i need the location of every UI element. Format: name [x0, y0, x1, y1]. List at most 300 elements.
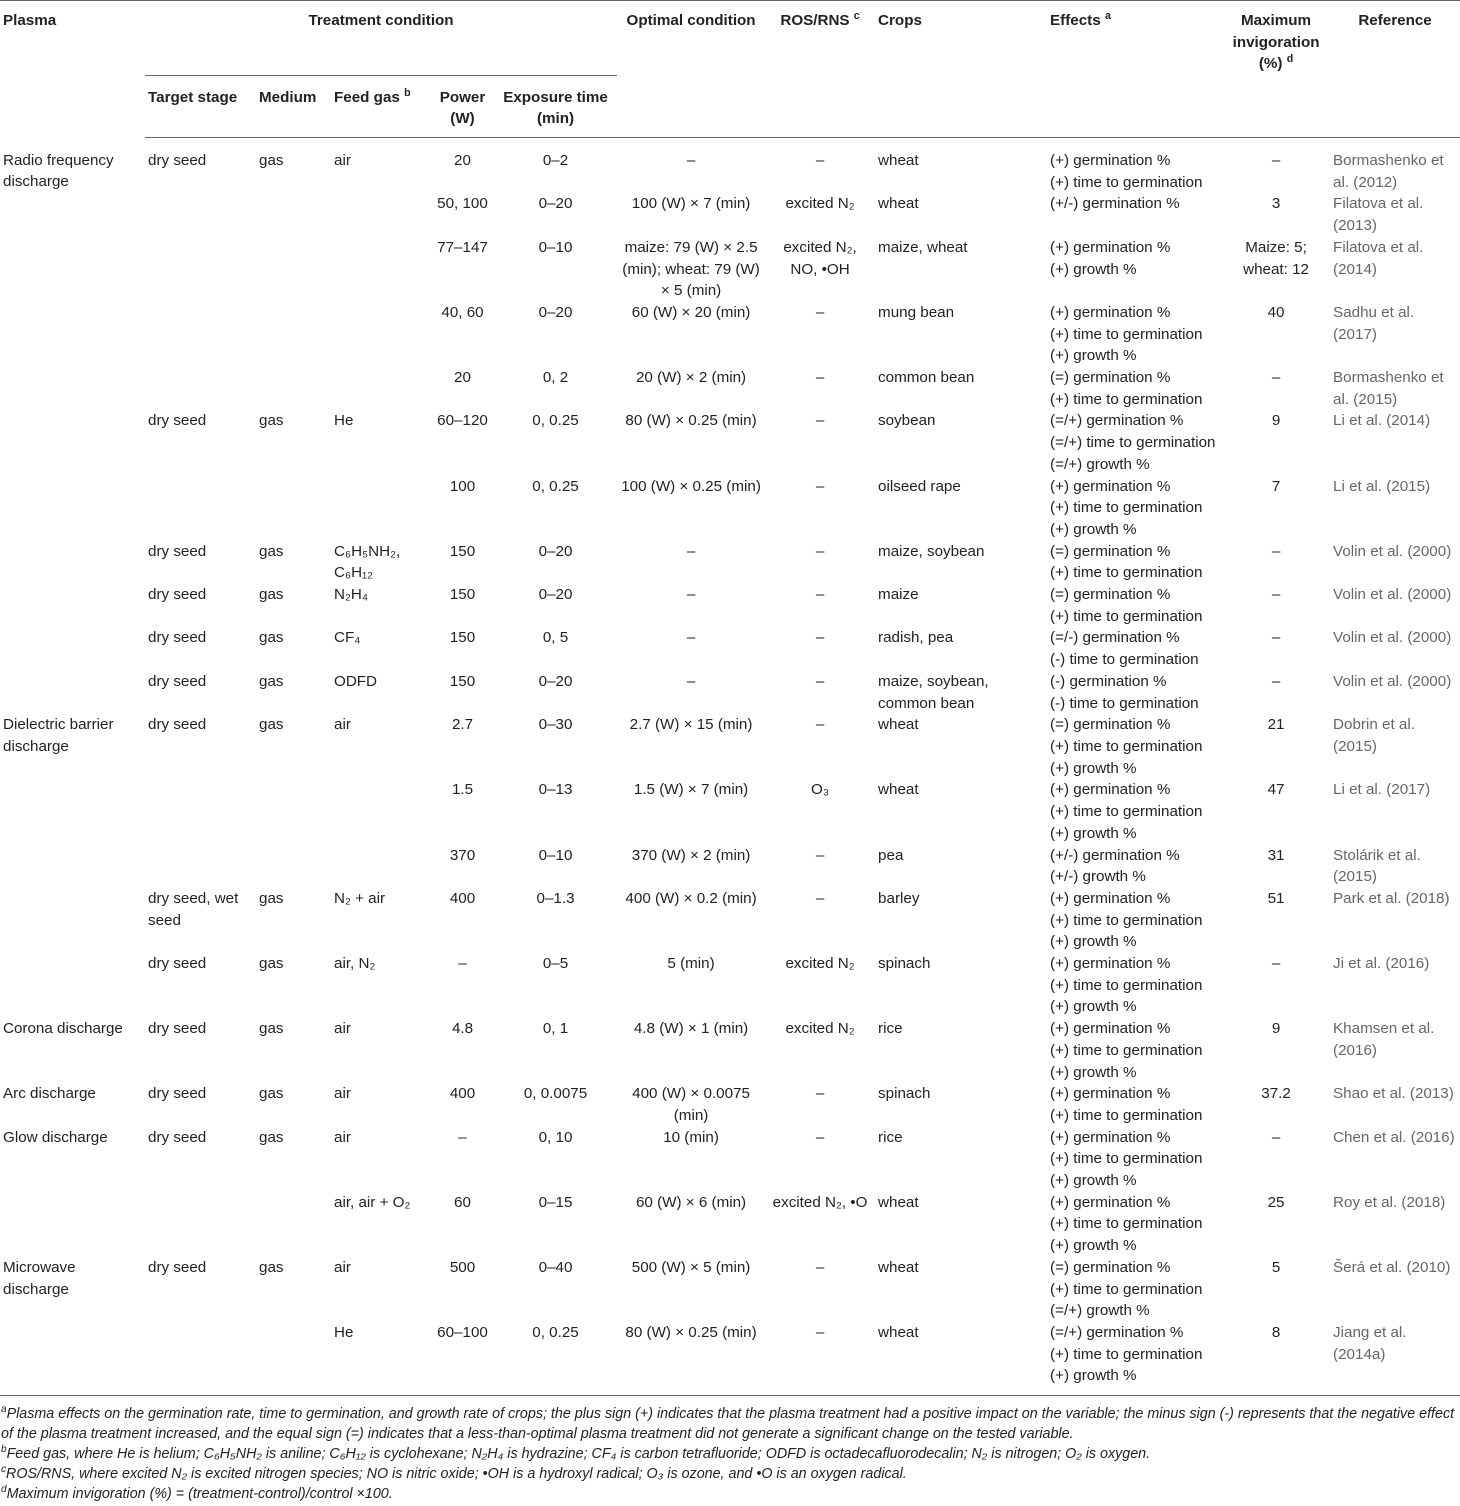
cell-effects	[1047, 1322, 1222, 1396]
effect-line: (+) germination %	[1050, 955, 1171, 973]
cell-power: 400	[449, 889, 476, 907]
cell-exposure-time: 0–20	[538, 303, 573, 321]
cell-feed-gas: ODFD	[334, 672, 378, 690]
cell-power: 150	[449, 586, 476, 604]
cell-target-stage: dry seed	[148, 412, 207, 430]
cell-optimal-condition: 400 (W) × 0.2 (min)	[625, 889, 757, 907]
cell-exposure-time: 0–10	[538, 238, 573, 256]
cell-feed-gas: air, air + O₂	[334, 1193, 411, 1211]
cell-exposure-time: 0, 0.25	[532, 477, 579, 495]
cell-max-invigoration: 8	[1222, 1322, 1330, 1396]
cell-target-stage: dry seed	[148, 1085, 207, 1103]
cell-ros-rns: excited N₂, NO, •OH	[783, 238, 857, 278]
cell-optimal-condition: –	[686, 542, 696, 560]
cell-power: 500	[449, 1258, 476, 1276]
header-treatment-condition: Treatment condition	[145, 1, 617, 76]
cell-exposure-time: 0–5	[542, 955, 569, 973]
cell-optimal-condition: –	[686, 152, 696, 170]
cell-ros-rns: –	[815, 1258, 825, 1276]
cell-ros-rns: –	[815, 152, 825, 170]
cell-effects	[1047, 476, 1222, 541]
cell-crops: wheat	[878, 781, 919, 799]
cell-medium: gas	[259, 1258, 284, 1276]
cell-feed-gas: air	[334, 716, 351, 734]
cell-optimal-condition: 1.5 (W) × 7 (min)	[633, 781, 749, 799]
footnote-d: $^d$Maximum invigoration (%) = (treatment-control)/control ×100.	[1, 1484, 393, 1503]
effect-line: (+) germination %	[1050, 1020, 1171, 1038]
cell-medium	[256, 1322, 331, 1396]
cell-max-invigoration: –	[1271, 586, 1281, 604]
cell-power: 20	[454, 369, 471, 387]
cell-feed-gas	[331, 302, 431, 367]
effect-line: (+) growth %	[1050, 1172, 1137, 1190]
cell-reference: Roy et al. (2018)	[1333, 1193, 1446, 1211]
cell-effects	[1047, 193, 1222, 236]
effect-line: (+) germination %	[1050, 238, 1171, 256]
cell-max-invigoration: –	[1271, 369, 1281, 387]
cell-crops: spinach	[878, 1085, 931, 1103]
cell-target-stage: dry seed	[148, 586, 207, 604]
effect-line: (+) growth %	[1050, 998, 1137, 1016]
cell-effects	[1047, 302, 1222, 367]
cell-power: 100	[449, 477, 476, 495]
cell-optimal-condition: 80 (W) × 0.25 (min)	[617, 1322, 765, 1396]
cell-max-invigoration: 25	[1267, 1193, 1285, 1211]
cell-plasma	[0, 627, 145, 670]
cell-effects	[1047, 845, 1222, 888]
cell-crops: maize, soybean, common bean	[878, 672, 989, 712]
cell-medium: gas	[259, 412, 284, 430]
cell-reference: Dobrin et al. (2015)	[1333, 716, 1415, 755]
effect-line: (=/-) germination %	[1050, 629, 1180, 647]
cell-crops: common bean	[878, 369, 975, 387]
cell-plasma	[0, 779, 145, 844]
effect-line: (+) time to germination	[1050, 499, 1203, 517]
cell-ros-rns: –	[815, 477, 825, 495]
cell-power: 60–120	[437, 412, 488, 430]
table-row	[0, 845, 1460, 888]
cell-ros-rns: excited N₂, •O	[772, 1193, 868, 1211]
cell-target-stage: dry seed	[148, 672, 207, 690]
header-target-stage: Target stage	[145, 75, 256, 137]
cell-medium: gas	[259, 955, 284, 973]
table-row	[0, 1018, 1460, 1083]
cell-ros-rns: –	[815, 716, 825, 734]
cell-exposure-time: 0–30	[538, 716, 573, 734]
cell-medium: gas	[259, 1128, 284, 1146]
table-row	[0, 714, 1460, 779]
cell-plasma	[0, 1192, 145, 1257]
cell-plasma: Radio frequency discharge	[3, 151, 114, 191]
cell-max-invigoration: 37.2	[1261, 1085, 1291, 1103]
cell-max-invigoration: –	[1271, 152, 1281, 170]
cell-ros-rns: –	[815, 889, 825, 907]
header-feed-gas: Feed gas $^b$	[331, 75, 431, 137]
cell-exposure-time: 0, 10	[538, 1128, 573, 1146]
cell-target-stage: dry seed	[148, 1020, 207, 1038]
cell-crops: rice	[878, 1128, 903, 1146]
cell-effects	[1047, 953, 1222, 1018]
effect-line: (+) growth %	[1050, 759, 1137, 777]
cell-plasma	[0, 845, 145, 888]
cell-max-invigoration: 7	[1271, 477, 1281, 495]
cell-ros-rns: excited N₂	[785, 955, 855, 973]
cell-medium: gas	[259, 542, 284, 560]
table-row	[0, 584, 1460, 627]
effect-line: (=) germination %	[1050, 1258, 1171, 1276]
effect-line: (+) germination %	[1050, 1128, 1171, 1146]
cell-max-invigoration: 5	[1271, 1258, 1281, 1276]
cell-plasma	[0, 953, 145, 1018]
cell-crops: wheat	[878, 152, 919, 170]
effect-line: (-) germination %	[1050, 672, 1167, 690]
effect-line: (+) growth %	[1050, 520, 1137, 538]
cell-effects	[1047, 584, 1222, 627]
cell-optimal-condition: 4.8 (W) × 1 (min)	[633, 1020, 749, 1038]
cell-target-stage	[145, 1322, 256, 1396]
effect-line: (=/+) growth %	[1050, 455, 1150, 473]
cell-ros-rns: –	[815, 846, 825, 864]
cell-feed-gas: air	[334, 1258, 351, 1276]
cell-max-invigoration: 9	[1271, 412, 1281, 430]
cell-max-invigoration: 31	[1267, 846, 1285, 864]
effect-line: (+) time to germination	[1050, 911, 1203, 929]
cell-target-stage	[145, 779, 256, 844]
cell-max-invigoration: 3	[1271, 195, 1281, 213]
effect-line: (+) time to germination	[1050, 1106, 1203, 1124]
cell-reference: Li et al. (2014)	[1333, 412, 1431, 430]
cell-exposure-time: 0–20	[538, 195, 573, 213]
table-row	[0, 302, 1460, 367]
cell-feed-gas: air	[334, 152, 351, 170]
cell-effects	[1047, 237, 1222, 302]
effect-line: (-) time to germination	[1050, 651, 1199, 669]
cell-effects	[1047, 1257, 1222, 1322]
effect-line: (=) germination %	[1050, 716, 1171, 734]
cell-effects	[1047, 367, 1222, 410]
cell-effects	[1047, 1083, 1222, 1126]
effect-line: (+) growth %	[1050, 824, 1137, 842]
cell-max-invigoration: 51	[1267, 889, 1285, 907]
cell-reference: Bormashenko et al. (2015)	[1333, 369, 1444, 408]
cell-medium	[256, 237, 331, 302]
effect-line: (+) germination %	[1050, 152, 1171, 170]
header-max-invigoration: Maximum invigoration (%) $^d$	[1222, 1, 1330, 76]
cell-power: 370	[449, 846, 476, 864]
cell-power: 400	[449, 1085, 476, 1103]
effect-line: (+) time to germination	[1050, 738, 1203, 755]
cell-target-stage: dry seed	[148, 716, 207, 734]
cell-reference: Jiang et al. (2014a)	[1330, 1322, 1460, 1396]
cell-reference: Shao et al. (2013)	[1333, 1085, 1454, 1103]
effect-line: (=) germination %	[1050, 586, 1171, 604]
cell-optimal-condition: 80 (W) × 0.25 (min)	[625, 412, 757, 430]
cell-optimal-condition: –	[686, 629, 696, 647]
table-row	[0, 953, 1460, 1018]
header-reference: Reference	[1330, 1, 1460, 76]
cell-crops: rice	[878, 1020, 903, 1038]
cell-exposure-time: 0, 5	[542, 629, 569, 647]
cell-reference: Sadhu et al. (2017)	[1333, 303, 1415, 343]
cell-reference: Filatova et al. (2013)	[1333, 195, 1424, 235]
cell-optimal-condition: 370 (W) × 2 (min)	[631, 846, 751, 864]
cell-effects	[1047, 541, 1222, 584]
cell-reference: Volin et al. (2000)	[1333, 629, 1452, 647]
cell-optimal-condition: 60 (W) × 20 (min)	[631, 303, 751, 321]
cell-feed-gas	[331, 237, 431, 302]
effect-line: (+) time to germination	[1050, 1150, 1203, 1168]
cell-reference: Ji et al. (2016)	[1333, 955, 1430, 973]
effect-line: (+/-) germination %	[1050, 846, 1180, 864]
cell-plasma: Corona discharge	[3, 1020, 123, 1038]
cell-ros-rns: –	[815, 1085, 825, 1103]
cell-crops: mung bean	[878, 303, 955, 321]
effect-line: (+) germination %	[1050, 889, 1171, 907]
effect-line: (+) time to germination	[1050, 607, 1203, 625]
cell-plasma	[0, 476, 145, 541]
cell-ros-rns: O₃	[811, 781, 830, 799]
cell-reference: Park et al. (2018)	[1333, 889, 1450, 907]
cell-crops: wheat	[878, 195, 919, 213]
cell-medium	[256, 476, 331, 541]
cell-power: 2.7	[451, 716, 474, 734]
cell-optimal-condition: 400 (W) × 0.0075 (min)	[632, 1085, 750, 1124]
cell-power: 20	[454, 152, 471, 170]
cell-feed-gas: air	[334, 1020, 351, 1038]
cell-exposure-time: 0–15	[538, 1193, 573, 1211]
cell-crops: maize, soybean	[878, 542, 985, 560]
cell-plasma	[0, 302, 145, 367]
cell-medium: gas	[259, 1020, 284, 1038]
effect-line: (-) time to germination	[1050, 694, 1199, 712]
cell-power: 4.8	[451, 1020, 474, 1038]
cell-target-stage	[145, 845, 256, 888]
cell-power: 60–100	[431, 1322, 494, 1396]
cell-power: 1.5	[451, 781, 474, 799]
cell-feed-gas	[331, 779, 431, 844]
effect-line: (+) time to germination	[1050, 803, 1203, 821]
cell-effects	[1047, 1018, 1222, 1083]
cell-crops: radish, pea	[878, 629, 954, 647]
cell-target-stage	[145, 367, 256, 410]
header-exposure-time: Exposure time (min)	[494, 75, 617, 137]
cell-medium	[256, 193, 331, 236]
cell-target-stage	[145, 476, 256, 541]
cell-medium: gas	[259, 889, 284, 907]
table-row	[0, 779, 1460, 844]
cell-ros-rns: –	[815, 369, 825, 387]
cell-medium	[256, 779, 331, 844]
cell-plasma	[0, 410, 145, 475]
cell-reference: Volin et al. (2000)	[1333, 586, 1452, 604]
cell-effects	[1047, 138, 1222, 194]
cell-ros-rns: –	[815, 1128, 825, 1146]
effect-line: (+) growth %	[1050, 933, 1137, 951]
cell-power: 50, 100	[437, 195, 488, 213]
cell-ros-rns: –	[765, 1322, 875, 1396]
cell-power: 77–147	[437, 238, 488, 256]
cell-exposure-time: 0–2	[542, 152, 569, 170]
cell-feed-gas	[331, 367, 431, 410]
cell-reference: Bormashenko et al. (2012)	[1333, 152, 1444, 191]
cell-crops: oilseed rape	[878, 477, 961, 495]
effect-line: (+) time to germination	[1050, 1215, 1203, 1233]
table-row	[0, 627, 1460, 670]
cell-target-stage: dry seed	[148, 1258, 207, 1276]
cell-optimal-condition: 20 (W) × 2 (min)	[635, 369, 747, 387]
cell-plasma	[0, 888, 145, 953]
footnotes	[0, 1396, 1460, 1504]
cell-ros-rns: excited N₂	[785, 1020, 855, 1038]
cell-plasma: Glow discharge	[3, 1128, 108, 1146]
cell-reference: Li et al. (2015)	[1333, 477, 1431, 495]
cell-ros-rns: –	[815, 672, 825, 690]
cell-target-stage: dry seed	[148, 152, 207, 170]
cell-plasma	[0, 1322, 145, 1396]
effect-line: (+) time to germination	[1050, 1280, 1203, 1298]
cell-feed-gas: air, N₂	[334, 955, 376, 973]
cell-crops: soybean	[878, 412, 936, 430]
effect-line: (=/+) time to germination	[1050, 434, 1216, 452]
effect-line: (+) time to germination	[1050, 1345, 1203, 1363]
cell-plasma	[0, 193, 145, 236]
cell-reference: Khamsen et al. (2016)	[1333, 1020, 1435, 1059]
cell-target-stage	[145, 302, 256, 367]
cell-reference: Šerá et al. (2010)	[1333, 1258, 1451, 1276]
effect-line: (=/+) growth %	[1050, 1302, 1150, 1320]
cell-exposure-time: 0, 1	[542, 1020, 569, 1038]
cell-crops: pea	[878, 846, 904, 864]
cell-medium	[256, 302, 331, 367]
table-row	[0, 367, 1460, 410]
cell-medium: gas	[259, 629, 284, 647]
cell-feed-gas	[331, 476, 431, 541]
cell-crops: wheat	[878, 716, 919, 734]
cell-optimal-condition: 500 (W) × 5 (min)	[631, 1258, 751, 1276]
cell-medium: gas	[259, 716, 284, 734]
cell-power: –	[458, 955, 467, 973]
effect-line: (+) germination %	[1050, 1193, 1171, 1211]
table-row	[0, 138, 1460, 194]
cell-optimal-condition: –	[686, 672, 696, 690]
cell-max-invigoration: –	[1271, 629, 1281, 647]
cell-exposure-time: 0–10	[538, 846, 573, 864]
cell-feed-gas: air	[334, 1128, 351, 1146]
cell-exposure-time: 0–20	[538, 542, 573, 560]
cell-medium	[256, 845, 331, 888]
effect-line: (=) germination %	[1050, 542, 1171, 560]
footnote-c: $^c$ROS/RNS, where excited N₂ is excited nitrogen species; NO is nitric oxide; •OH is a hydroxyl radical; O₃ is ozone, and •O is an oxygen radical.	[1, 1464, 907, 1483]
cell-max-invigoration: –	[1271, 672, 1281, 690]
cell-ros-rns: –	[815, 303, 825, 321]
cell-exposure-time: 0, 0.25	[494, 1322, 617, 1396]
cell-optimal-condition: 60 (W) × 6 (min)	[635, 1193, 747, 1211]
cell-exposure-time: 0–13	[538, 781, 573, 799]
cell-feed-gas: CF₄	[334, 629, 361, 647]
cell-reference: Li et al. (2017)	[1333, 781, 1431, 799]
table-row	[0, 671, 1460, 714]
cell-feed-gas: He	[331, 1322, 431, 1396]
cell-exposure-time: 0, 0.25	[532, 412, 579, 430]
table-row	[0, 1322, 1460, 1396]
cell-plasma: Microwave discharge	[3, 1258, 76, 1298]
cell-medium: gas	[259, 586, 284, 604]
cell-ros-rns: –	[815, 542, 825, 560]
cell-power: 150	[449, 542, 476, 560]
effect-line: (+) germination %	[1050, 1085, 1171, 1103]
header-medium: Medium	[256, 75, 331, 137]
cell-power: 60	[454, 1193, 471, 1211]
cell-power: 150	[449, 629, 476, 647]
cell-plasma	[0, 584, 145, 627]
cell-optimal-condition: 5 (min)	[667, 955, 715, 973]
table-body	[0, 138, 1460, 1396]
cell-plasma	[0, 541, 145, 584]
cell-max-invigoration: –	[1271, 542, 1281, 560]
cell-optimal-condition: –	[686, 586, 696, 604]
cell-power: 150	[449, 672, 476, 690]
cell-effects	[1047, 1192, 1222, 1257]
cell-medium	[256, 367, 331, 410]
table-row	[0, 1192, 1460, 1257]
footnote-b: $^b$Feed gas, where He is helium; C₆H₅NH₂ is aniline; C₆H₁₂ is cyclohexane; N₂H₄ is hydrazine; CF₄ is carbon tetrafluoride; ODFD is octadecafluorodecalin; N₂ is nitrogen; O₂ is oxygen.	[1, 1444, 1151, 1463]
cell-feed-gas: C₆H₅NH₂, C₆H₁₂	[334, 542, 401, 582]
table-row	[0, 193, 1460, 236]
effect-line: (+) germination %	[1050, 781, 1171, 799]
cell-target-stage: dry seed	[148, 542, 207, 560]
cell-effects	[1047, 888, 1222, 953]
cell-target-stage	[145, 193, 256, 236]
effect-line: (+/-) germination %	[1050, 195, 1180, 213]
cell-reference: Volin et al. (2000)	[1333, 672, 1452, 690]
cell-power: 40, 60	[441, 303, 484, 321]
cell-max-invigoration: 9	[1271, 1020, 1281, 1038]
cell-medium: gas	[259, 1085, 284, 1103]
cell-effects	[1047, 627, 1222, 670]
cell-exposure-time: 0, 2	[542, 369, 569, 387]
effect-line: (=) germination %	[1050, 369, 1171, 387]
cell-max-invigoration: Maize: 5; wheat: 12	[1243, 238, 1309, 278]
effect-line: (+) growth %	[1050, 1237, 1137, 1255]
cell-crops: wheat	[875, 1322, 1047, 1396]
cell-reference: Filatova et al. (2014)	[1333, 238, 1424, 278]
cell-reference: Chen et al. (2016)	[1333, 1128, 1455, 1146]
cell-plasma	[0, 671, 145, 714]
cell-optimal-condition: 100 (W) × 7 (min)	[631, 195, 751, 213]
cell-medium	[256, 1192, 331, 1257]
cell-optimal-condition: maize: 79 (W) × 2.5 (min); wheat: 79 (W) × 5 (min)	[622, 238, 760, 300]
cell-medium: gas	[259, 152, 284, 170]
cell-feed-gas: air	[334, 1085, 351, 1103]
effect-line: (+) time to germination	[1050, 564, 1203, 582]
cell-feed-gas	[331, 193, 431, 236]
cell-max-invigoration: –	[1271, 955, 1281, 973]
header-ros-rns: ROS/RNS $^c$	[765, 1, 875, 76]
cell-plasma	[0, 237, 145, 302]
cell-plasma: Dielectric barrier discharge	[3, 716, 114, 755]
header-optimal-condition: Optimal condition	[617, 1, 765, 76]
cell-exposure-time: 0–1.3	[536, 889, 575, 907]
header-power: Power (W)	[431, 75, 494, 137]
cell-effects	[1047, 671, 1222, 714]
cell-target-stage: dry seed, wet seed	[148, 889, 239, 929]
cell-plasma	[0, 367, 145, 410]
cell-feed-gas: N₂ + air	[334, 889, 386, 907]
effect-line: (=/+) germination %	[1050, 1323, 1184, 1341]
cell-optimal-condition: 10 (min)	[663, 1128, 719, 1146]
cell-crops: maize, wheat	[878, 238, 968, 256]
cell-reference: Volin et al. (2000)	[1333, 542, 1452, 560]
